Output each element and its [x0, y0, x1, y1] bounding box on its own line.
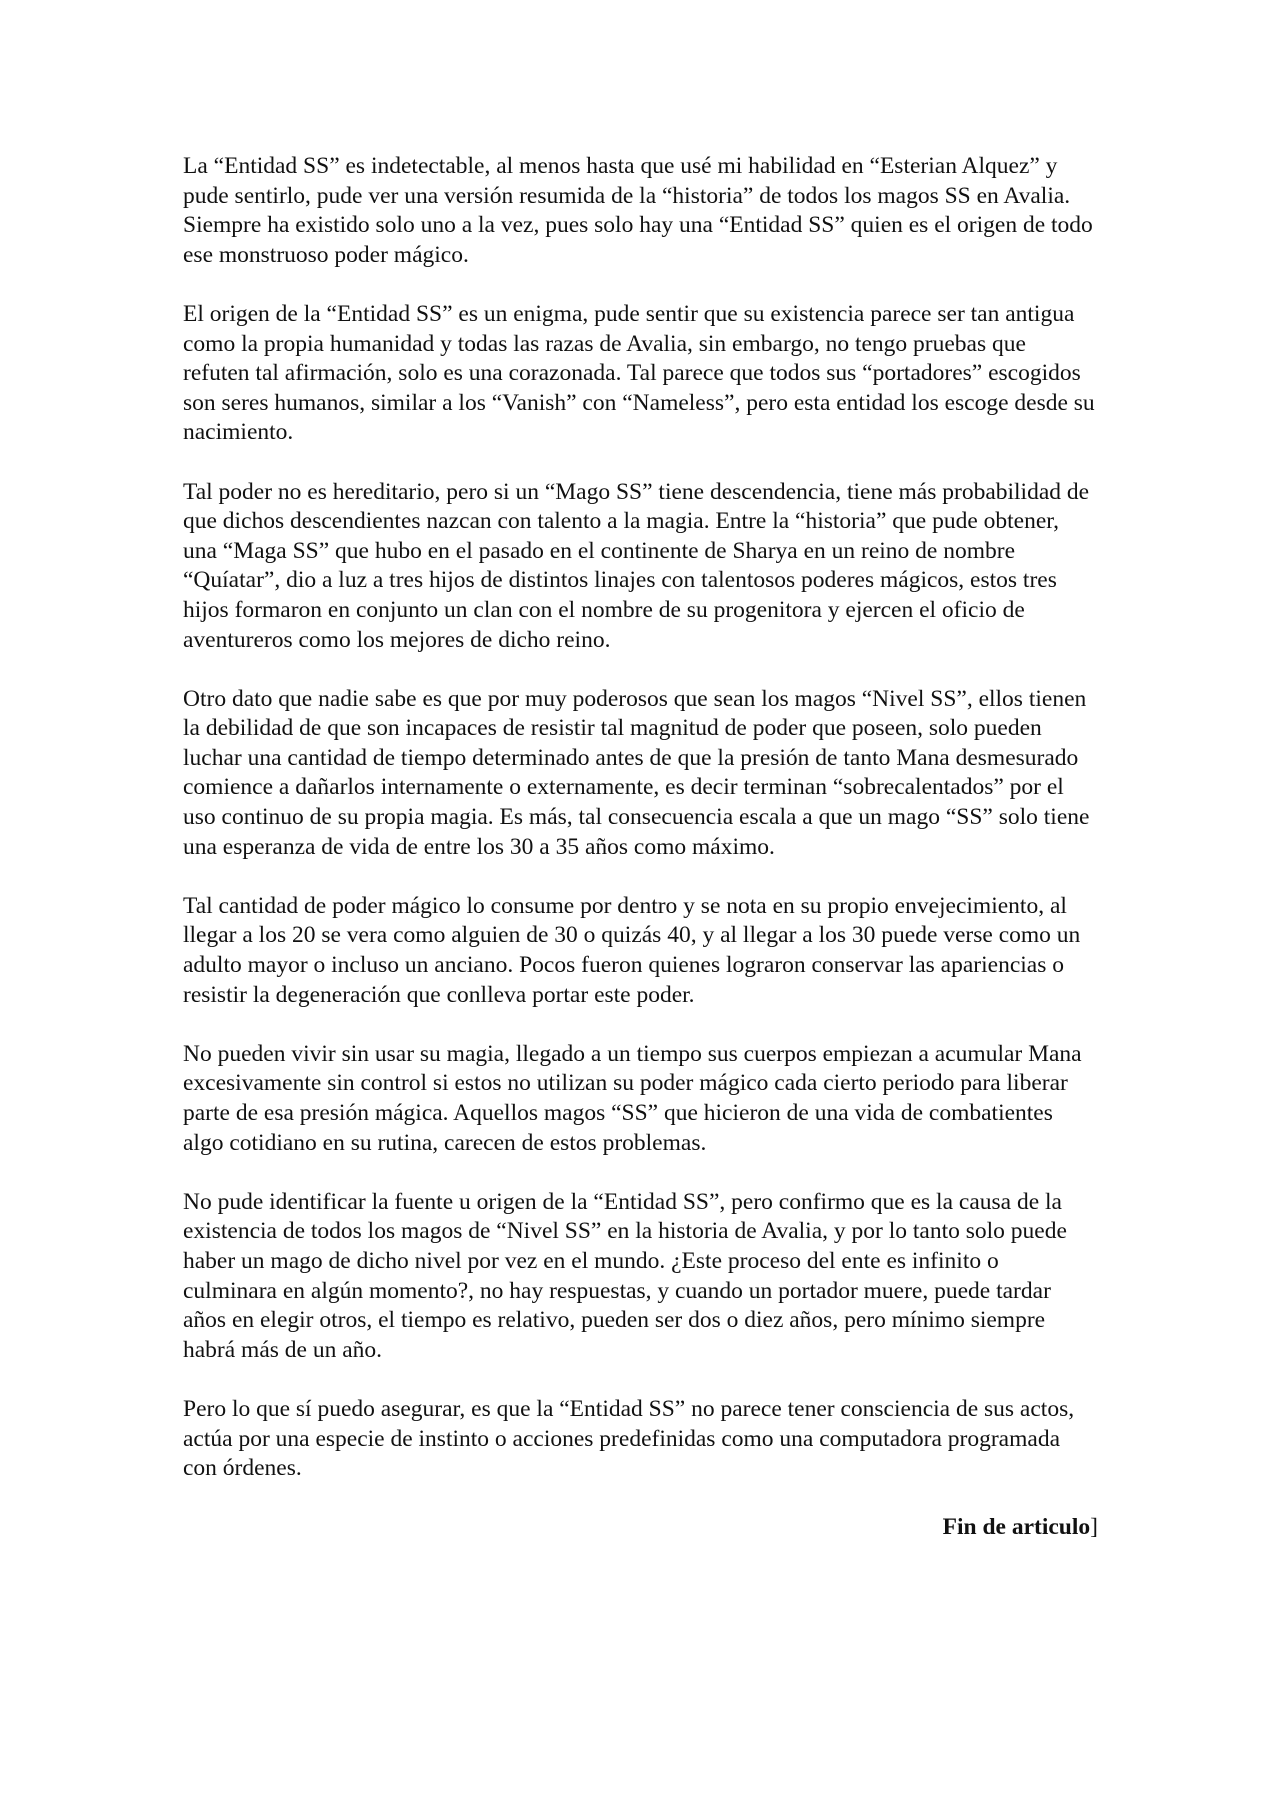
article-body: [183, 152, 1098, 1543]
paragraph: El origen de la “Entidad SS” es un enigma, pude sentir que su existencia parece ser tan antigua como la propia humanidad y todas las razas de Avalia, sin embargo, no tengo pruebas que refuten tal afirmación, solo es una corazonada. Tal parece que todos sus “portadores” escogidos son seres humanos, similar a los “Vanish” con “Nameless”, pero esta entidad los escoge desde su nacimiento.: [183, 300, 1095, 446]
paragraph: Tal cantidad de poder mágico lo consume por dentro y se nota en su propio envejecimiento, al llegar a los 20 se vera como alguien de 30 o quizás 40, y al llegar a los 30 puede verse como un adulto mayor o incluso un anciano. Pocos fueron quienes lograron conservar las apariencias o resistir la degeneración que conlleva portar este poder.: [183, 892, 1081, 1008]
signoff-text: Fin de articulo: [942, 1514, 1091, 1541]
paragraph: Tal poder no es hereditario, pero si un “Mago SS” tiene descendencia, tiene más probabilidad de que dichos descendientes nazcan con talento a la magia. Entre la “historia” que pude obtener, una “Maga SS” que hubo en el pasado en el continente de Sharya en un reino de nombre “Quíatar”, dio a luz a tres hijos de distintos linajes con talentosos poderes mágicos, estos tres hijos formaron en conjunto un clan con el nombre de su progenitora y ejercen el oficio de aventureros como los mejores de dicho reino.: [183, 478, 1090, 653]
paragraph: Otro dato que nadie sabe es que por muy poderosos que sean los magos “Nivel SS”, ellos tienen la debilidad de que son incapaces de resistir tal magnitud de poder que poseen, solo pueden luchar una cantidad de tiempo determinado antes de que la presión de tanto Mana desmesurado comience a dañarlos internamente o externamente, es decir terminan “sobrecalentados” por el uso continuo de su propia magia. Es más, tal consecuencia escala a que un mago “SS” solo tiene una esperanza de vida de entre los 30 a 35 años como máximo.: [183, 685, 1090, 860]
paragraph: Pero lo que sí puedo asegurar, es que la “Entidad SS” no parece tener consciencia de sus actos, actúa por una especie de instinto o acciones predefinidas como una computadora programada con órdenes.: [183, 1395, 1075, 1482]
paragraph: No pueden vivir sin usar su magia, llegado a un tiempo sus cuerpos empiezan a acumular Mana excesivamente sin control si estos no utilizan su poder mágico cada cierto periodo para liberar parte de esa presión mágica. Aquellos magos “SS” que hicieron de una vida de combatientes algo cotidiano en su rutina, carecen de estos problemas.: [183, 1040, 1082, 1156]
article-signoff: [183, 1513, 1098, 1543]
paragraph: La “Entidad SS” es indetectable, al menos hasta que usé mi habilidad en “Esterian Alquez” y pude sentirlo, pude ver una versión resumida de la “historia” de todos los magos SS en Avalia. Siempre ha existido solo uno a la vez, pues solo hay una “Entidad SS” quien es el origen de todo ese monstruoso poder mágico.: [183, 153, 1093, 268]
paragraph: No pude identificar la fuente u origen de la “Entidad SS”, pero confirmo que es la causa de la existencia de todos los magos de “Nivel SS” en la historia de Avalia, y por lo tanto solo puede haber un mago de dicho nivel por vez en el mundo. ¿Este proceso del ente es infinito o culminara en algún momento?, no hay respuestas, y cuando un portador muere, puede tardar años en elegir otros, el tiempo es relativo, pueden ser dos o diez años, pero mínimo siempre habrá más de un año.: [183, 1188, 1067, 1363]
signoff-bracket: ]: [1090, 1514, 1098, 1541]
